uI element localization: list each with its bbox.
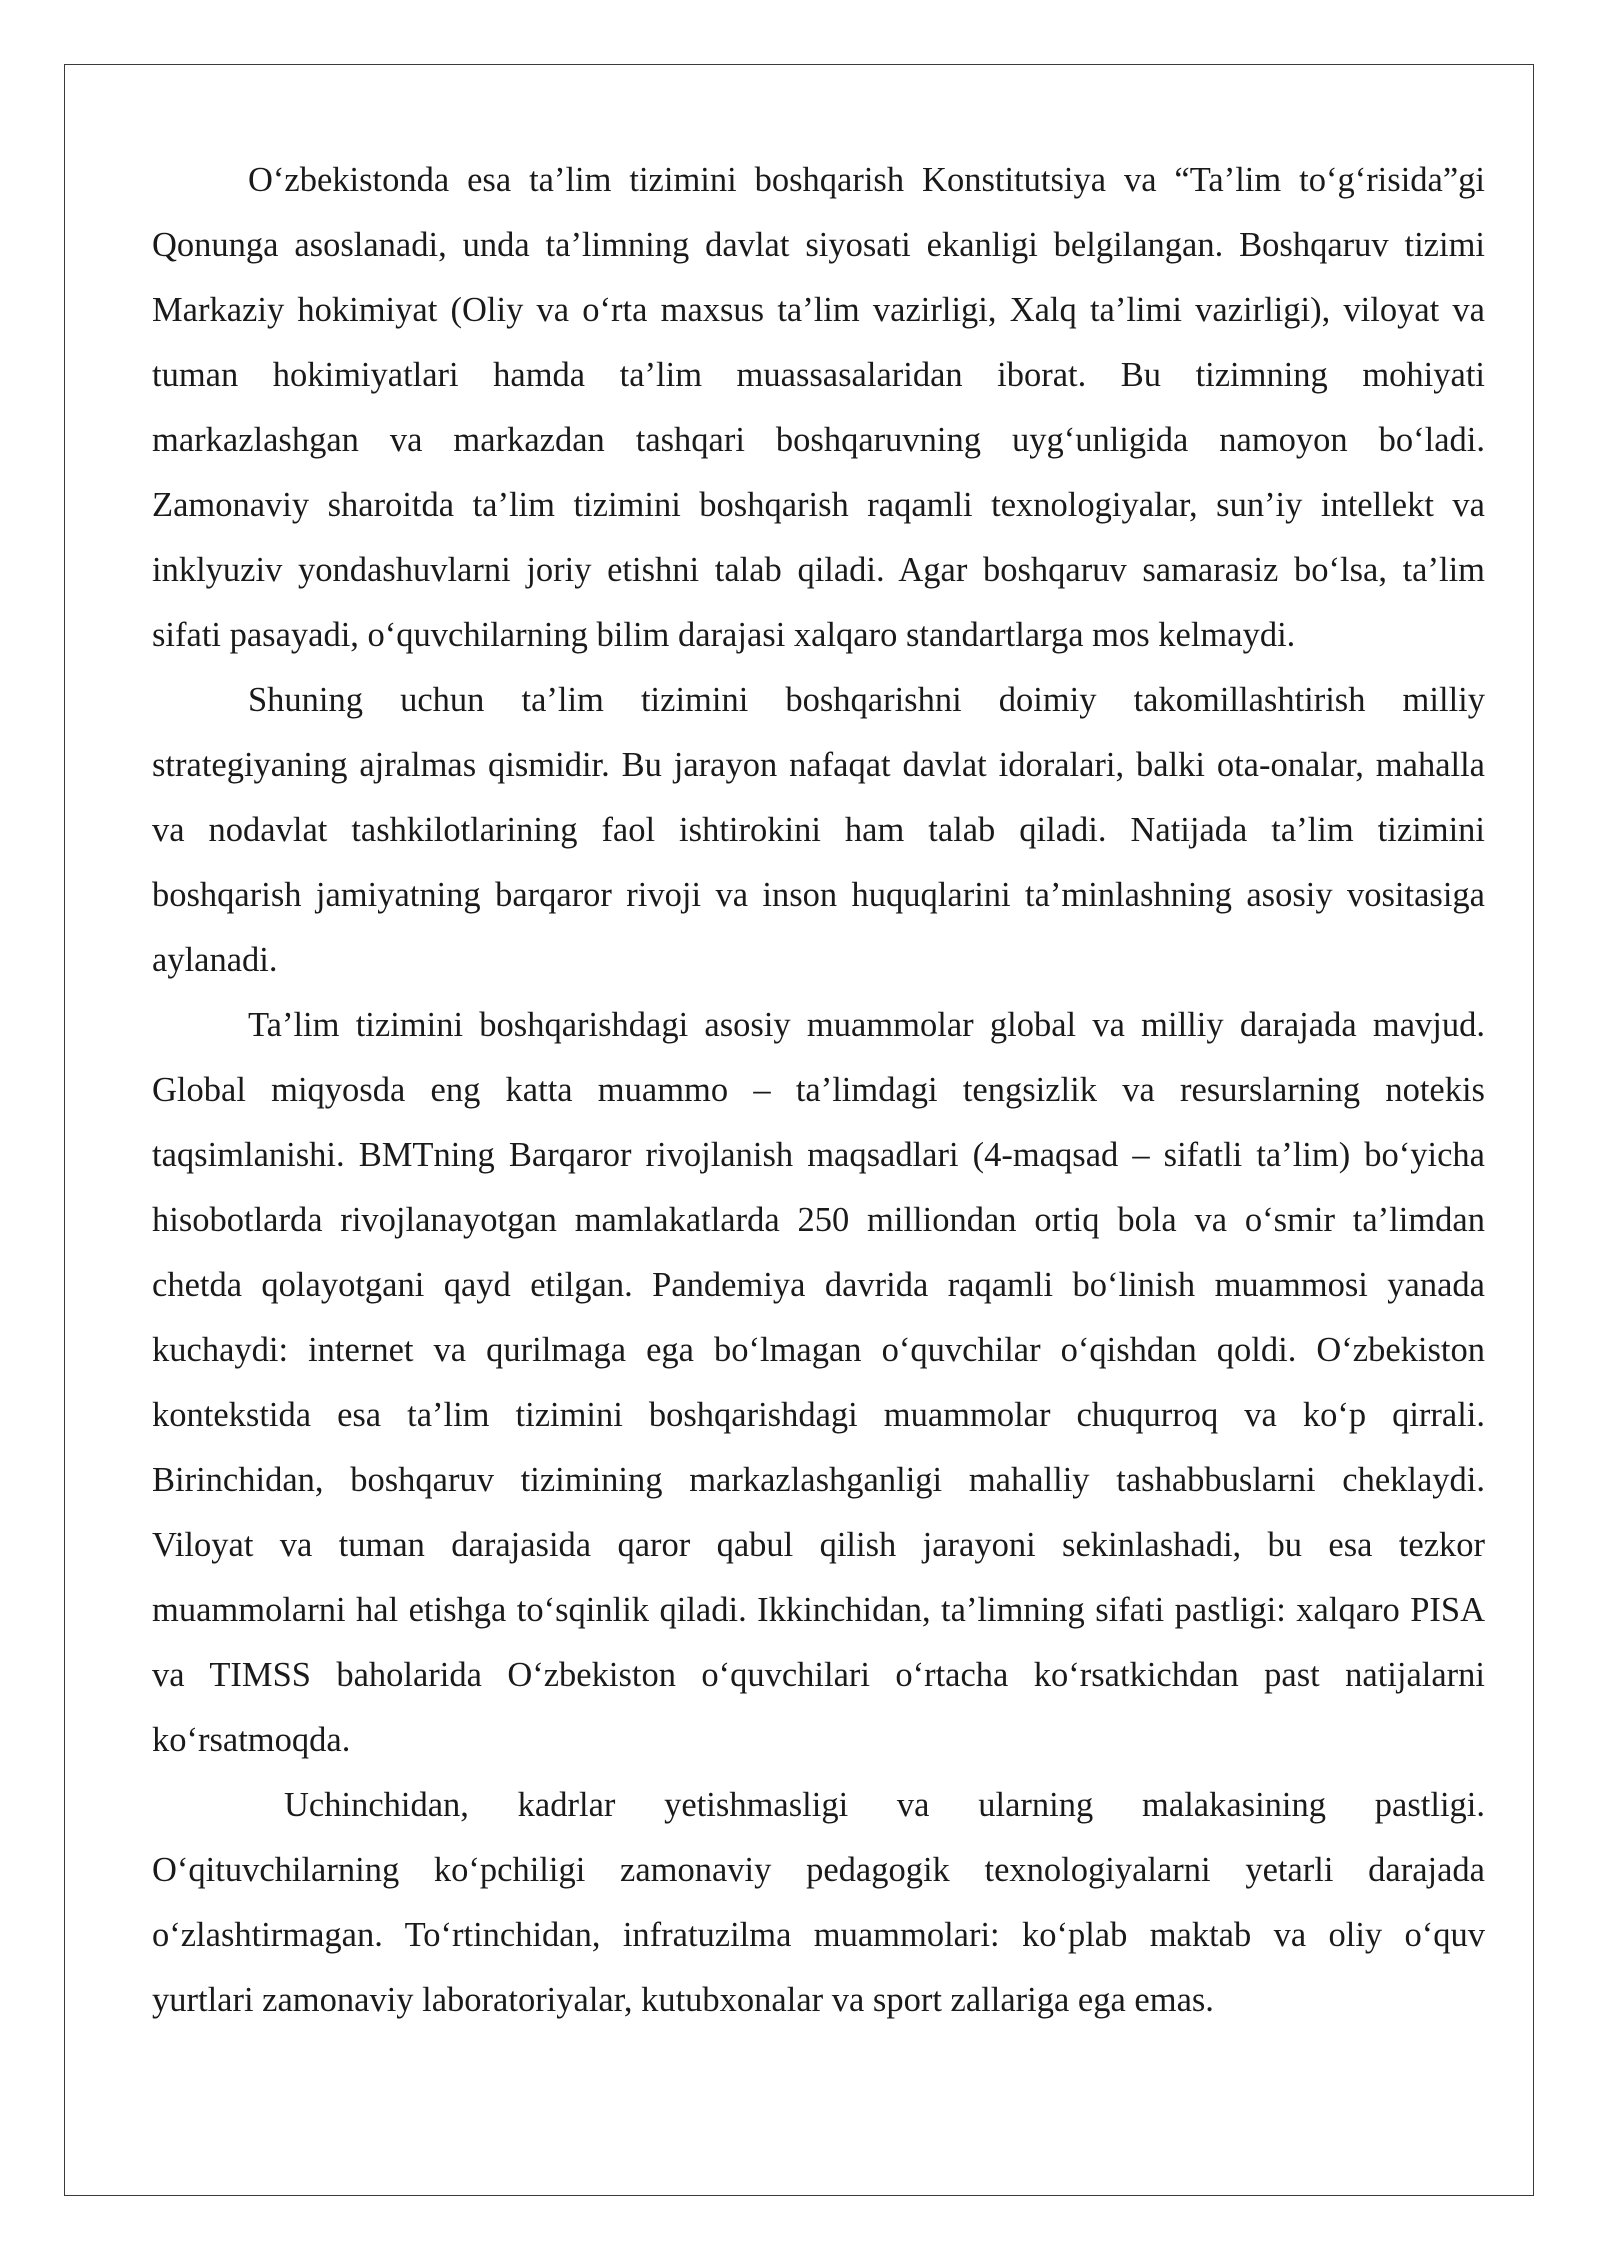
paragraph-4: Uchinchidan, kadrlar yetishmasligi va ularning malakasining pastligi. O‘qituvchilarning ko‘pchiligi zamonaviy pedagogik texnologiyalarni yetarli darajada o‘zlashtirmagan. To‘rtinchidan, infratuzilma muammolari: ko‘plab maktab va oliy o‘quv yurtlari zamonaviy laboratoriyalar, kutubxonalar va sport zallariga ega emas. (152, 1786, 1485, 2019)
document-body (152, 148, 1485, 2033)
paragraph-2: Shuning uchun ta’lim tizimini boshqarishni doimiy takomillashtirish milliy strategiyaning ajralmas qismidir. Bu jarayon nafaqat davlat idoralari, balki ota-onalar, mahalla va nodavlat tashkilotlarining faol ishtirokini ham talab qiladi. Natijada ta’lim tizimini boshqarish jamiyatning barqaror rivoji va inson huquqlarini ta’minlashning asosiy vositasiga aylanadi. (152, 681, 1485, 979)
paragraph-3: Ta’lim tizimini boshqarishdagi asosiy muammolar global va milliy darajada mavjud. Global miqyosda eng katta muammo – ta’limdagi tengsizlik va resurslarning notekis taqsimlanishi. BMTning Barqaror rivojlanish maqsadlari (4-maqsad – sifatli ta’lim) bo‘yicha hisobotlarda rivojlanayotgan mamlakatlarda 250 milliondan ortiq bola va o‘smir ta’limdan chetda qolayotgani qayd etilgan. Pandemiya davrida raqamli bo‘linish muammosi yanada kuchaydi: internet va qurilmaga ega bo‘lmagan o‘quvchilar o‘qishdan qoldi. O‘zbekiston kontekstida esa ta’lim tizimini boshqarishdagi muammolar chuqurroq va ko‘p qirrali. Birinchidan, boshqaruv tizimining markazlashganligi mahalliy tashabbuslarni cheklaydi. Viloyat va tuman darajasida qaror qabul qilish jarayoni sekinlashadi, bu esa tezkor muammolarni hal etishga to‘sqinlik qiladi. Ikkinchidan, ta’limning sifati pastligi: xalqaro PISA va TIMSS baholarida O‘zbekiston o‘quvchilari o‘rtacha ko‘rsatkichdan past natijalarni ko‘rsatmoqda. (152, 1006, 1485, 1759)
paragraph-1: O‘zbekistonda esa ta’lim tizimini boshqarish Konstitutsiya va “Ta’lim to‘g‘risida”gi Qonunga asoslanadi, unda ta’limning davlat siyosati ekanligi belgilangan. Boshqaruv tizimi Markaziy hokimiyat (Oliy va o‘rta maxsus ta’lim vazirligi, Xalq ta’limi vazirligi), viloyat va tuman hokimiyatlari hamda ta’lim muassasalaridan iborat. Bu tizimning mohiyati markazlashgan va markazdan tashqari boshqaruvning uyg‘unligida namoyon bo‘ladi. Zamonaviy sharoitda ta’lim tizimini boshqarish raqamli texnologiyalar, sun’iy intellekt va inklyuziv yondashuvlarni joriy etishni talab qiladi. Agar boshqaruv samarasiz bo‘lsa, ta’lim sifati pasayadi, o‘quvchilarning bilim darajasi xalqaro standartlarga mos kelmaydi. (152, 161, 1485, 654)
